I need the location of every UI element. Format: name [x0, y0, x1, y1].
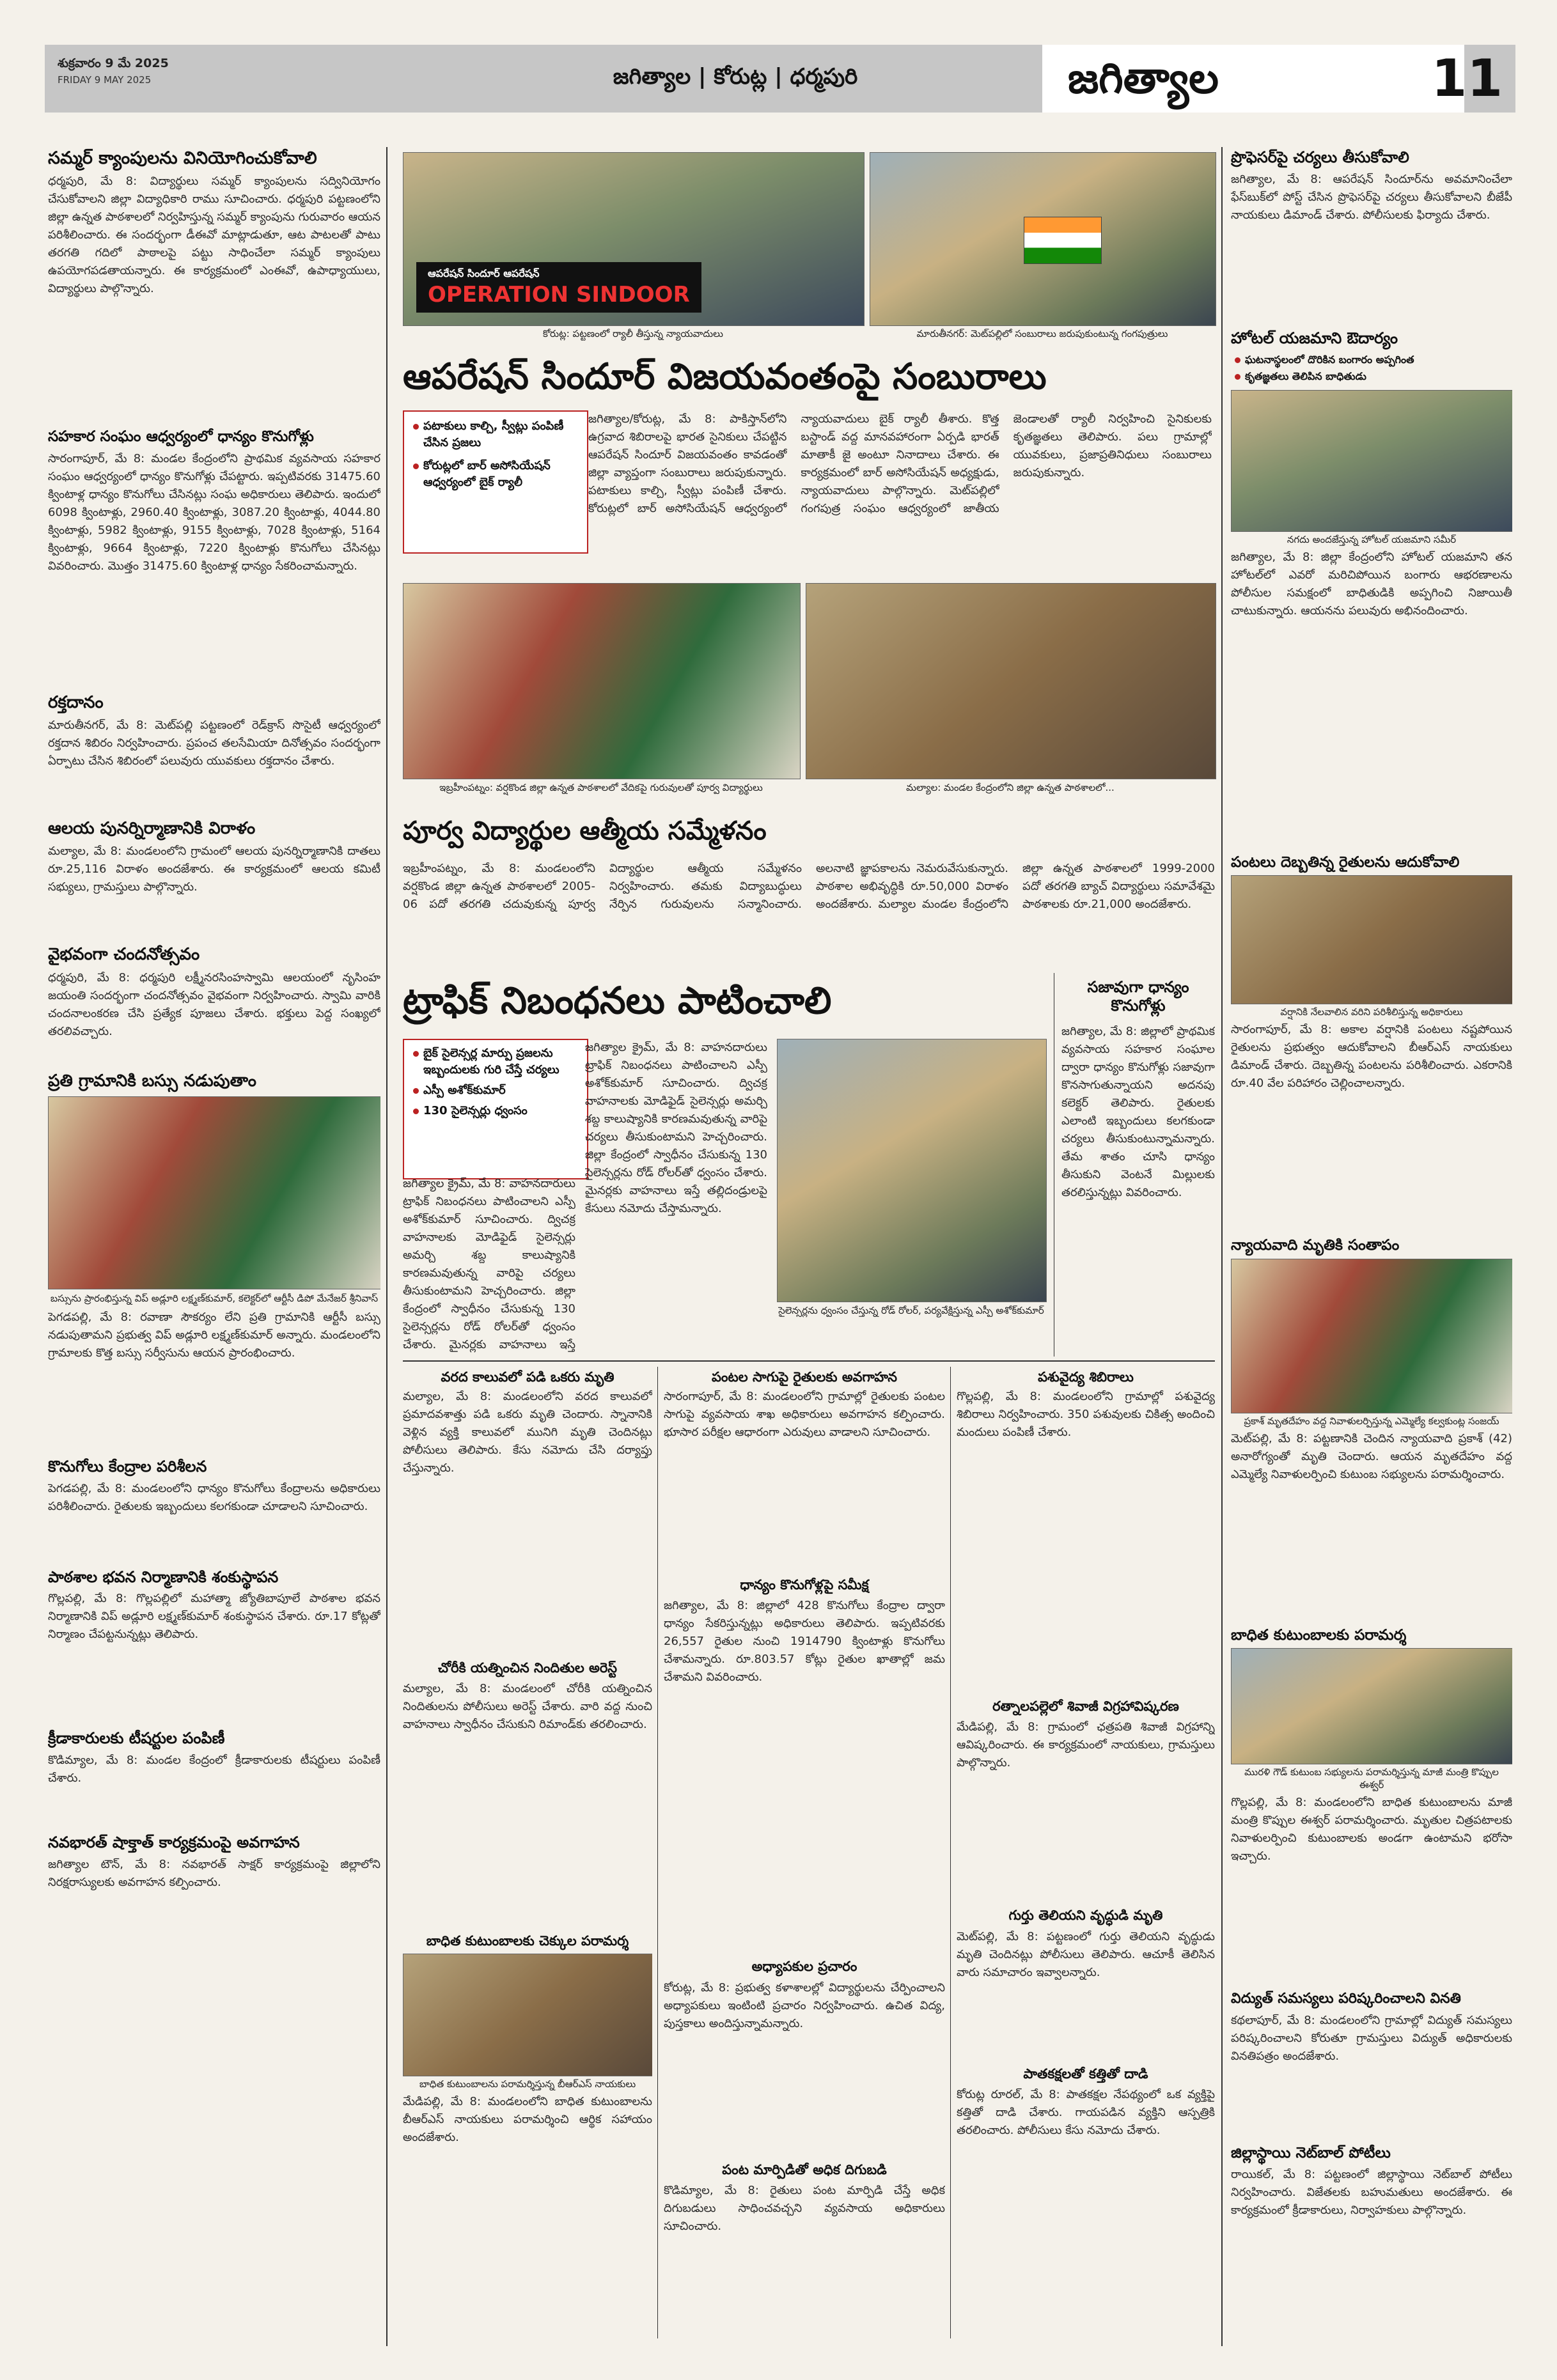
headline: గుర్తు తెలియని వృద్ధుడి మృతి [1008, 1908, 1163, 1924]
headline: ప్రొఫెసర్‌పై చర్యలు తీసుకోవాలి [1231, 148, 1409, 166]
headline: విద్యుత్ సమస్యలు పరిష్కరించాలని వినతి [1231, 1991, 1461, 2007]
article-text: మేడిపల్లి, మే 8: మండలంలోని బాధిత కుటుంబాలను బీఆర్ఎస్ నాయకులు పరామర్శించి ఆర్థిక సహాయం అందజేశారు. [403, 2094, 652, 2144]
indian-flag-icon [1024, 217, 1102, 264]
headline: జిల్లాస్థాయి నెట్‌బాల్ పోటీలు [1231, 2144, 1391, 2161]
headline: బాధిత కుటుంబాలకు పరామర్శ [1231, 1626, 1407, 1644]
headline: ప్రతి గ్రామానికి బస్సు నడుపుతాం [48, 1071, 256, 1091]
banner-subtitle: ఆపరేషన్ సిందూర్ ఆపరేషన్ [428, 267, 540, 279]
article-text: రాయికల్, మే 8: పట్టణంలో జిల్లాస్థాయి నెట్‌బాల్ పోటీలు నిర్వహించారు. విజేతలకు బహుమతులు అందజేశారు. ఈ కార్యక్రమంలో క్రీడాకారులు, నిర్వాహకులు పాల్గొన్నారు. [1231, 2168, 1512, 2218]
family-photo-wrap [403, 1954, 652, 2075]
bus-launch-photo [48, 1096, 380, 1289]
article-text: ధర్మపురి, మే 8: విద్యార్థులు సమ్మర్ క్యాంపులను సద్వినియోగం చేసుకోవాలని జిల్లా విద్యాధికారి రాము సూచించారు. ధర్మపురి పట్టణంలోని జిల్లా ఉన్నత పాఠశాలలో నిర్వహిస్తున్న సమ్మర్ క్యాంపును గురువారం ఆయన పరిశీలించారు. ఈ సందర్భంగా డీఈవో మాట్లాడుతూ, ఆట పాటలతో పాటు తరగతి గదిలో పాఠాలపై పట్టు సాధించేలా సమ్మర్ క్యాంపులు ఉపయోగపడతాయన్నారు. ఈ కార్యక్రమంలో ఎంఈవో, ఉపాధ్యాయులు, విద్యార్థులు పాల్గొన్నారు. [48, 175, 380, 296]
article-text: జగిత్యాల క్రైమ్, మే 8: వాహనదారులు ట్రాఫిక్ నిబంధనలు పాటించాలని ఎస్పీ అశోక్‌కుమార్ సూచించారు. ద్విచక్ర వాహనాలకు మోడిఫైడ్ సైలెన్సర్లు అమర్చి శబ్ద కాలుష్యానికి కారణమవుతున్న వారిపై చర్యలు తీసుకుంటామని హెచ్చరించారు. జిల్లా కేంద్రంలో స్వాధీనం చేసుకున్న 130 సైలెన్సర్లను రోడ్ రోలర్‌తో ధ్వంసం చేశారు. మైనర్లకు వాహనాలు ఇస్తే [403, 1177, 575, 1351]
photo-caption: కోరుట్ల: పట్టణంలో ర్యాలీ తీస్తున్న న్యాయవాదులు [543, 328, 723, 339]
banner-title: OPERATION SINDOOR [428, 282, 690, 307]
visit-photo-wrap [1231, 1648, 1512, 1763]
article-text: మేడిపల్లి, మే 8: గ్రామంలో ఛత్రపతి శివాజీ విగ్రహాన్ని ఆవిష్కరించారు. ఈ కార్యక్రమంలో నాయకులు, గ్రామస్తులు పాల్గొన్నారు. [957, 1720, 1215, 1770]
headline: కొనుగోలు కేంద్రాల పరిశీలన [48, 1457, 207, 1475]
article-text: మెట్‌పల్లి, మే 8: పట్టణానికి చెందిన న్యాయవాది ప్రకాశ్ (42) అనారోగ్యంతో మృతి చెందారు. ఆయన మృతదేహం వద్ద ఎమ్మెల్యే నివాళులర్పించి కుటుంబ సభ్యులను పరామర్శించారు. [1231, 1431, 1512, 1481]
headline: క్రీడాకారులకు టీషర్టుల పంపిణీ [48, 1729, 225, 1748]
headline: సజావుగా ధాన్యం కొనుగోళ్లు [1087, 978, 1189, 1015]
celebration-photo [870, 152, 1216, 326]
page-number: 11 [1431, 49, 1503, 108]
article-text: మారుతీనగర్, మే 8: మెట్‌పల్లి పట్టణంలో రెడ్‌క్రాస్ సొసైటీ ఆధ్వర్యంలో రక్తదాన శిబిరం నిర్వహించారు. ప్రపంచ తలసేమియా దినోత్సవం సందర్భంగా ఏర్పాటు చేసిన శిబిరంలో పలువురు యువకులు రక్తదానం చేశారు. [48, 719, 380, 768]
hotel-photo-wrap [1231, 390, 1512, 531]
headline: సమ్మర్ క్యాంపులను వినియోగించుకోవాలి [48, 148, 317, 168]
headline: నవభారత్ షాక్తాత్ కార్యక్రమంపై అవగాహన [48, 1833, 300, 1852]
highlight-item: ఘటనాస్థలంలో దొరికిన బంగారం అప్పగింత [1231, 352, 1512, 368]
crop-damage-photo [1231, 875, 1512, 1004]
photo-caption: బస్సును ప్రారంభిస్తున్న విప్ అడ్లూరి లక్ష్మణ్‌కుమార్, కలెక్టర్‌లో ఆర్టీసీ డిపో మేనేజర్ శ్రీనివాస్ [50, 1292, 379, 1304]
bus-photo-wrap [48, 1096, 380, 1288]
crop-photo-wrap [1231, 875, 1512, 1003]
hotel-owner-photo [1231, 390, 1512, 532]
headline: ధాన్యం కొనుగోళ్లపై సమీక్ష [740, 1577, 869, 1593]
photo-caption: ఇబ్రహీంపట్నం: వర్షకొండ జిల్లా ఉన్నత పాఠశాలలో వేదికపై గురువులతో పూర్వ విద్యార్థులు [439, 782, 763, 793]
photo-caption: మారుతీనగర్: మెట్‌పల్లిలో సంబురాలు జరుపుకుంటున్న గంగపుత్రులు [916, 328, 1168, 339]
highlight-item: 130 సైలెన్సర్లు ధ్వంసం [409, 1103, 582, 1119]
minister-visit-photo [1231, 1648, 1512, 1764]
lawyers-rally-photo [403, 152, 865, 326]
headline: పాతకక్షలతో కత్తితో దాడి [1023, 2065, 1148, 2081]
date-telugu: శుక్రవారం 9 మే 2025 [58, 56, 169, 70]
headline: పంటల సాగుపై రైతులకు అవగాహన [711, 1369, 898, 1385]
photo-caption: సైలెన్సర్లను ధ్వంసం చేస్తున్న రోడ్ రోలర్, పర్యవేక్షిస్తున్న ఎస్పీ అశోక్‌కుమార్ [778, 1305, 1044, 1316]
highlights-box [403, 410, 588, 554]
headline: పశువైద్య శిబిరాలు [1038, 1369, 1134, 1385]
headline: హోటల్ యజమాని ఔదార్యం [1231, 329, 1398, 347]
highlight-item: కృతజ్ఞతలు తెలిపిన బాధితుడు [1231, 368, 1512, 385]
article-text: కోరుట్ల రూరల్, మే 8: పాతకక్షల నేపథ్యంలో ఒక వ్యక్తిపై కత్తితో దాడి చేశారు. గాయపడిన వ్యక్తిని ఆస్పత్రికి తరలించారు. పోలీసులు కేసు నమోదు చేశారు. [957, 2087, 1215, 2137]
article-text: ధర్మపురి, మే 8: ధర్మపురి లక్ష్మీనరసింహస్వామి ఆలయంలో నృసింహ జయంతి సందర్భంగా చందనోత్సవం వైభవంగా నిర్వహించారు. స్వామి వారికి చందనాలంకరణ చేసి ప్రత్యేక పూజలు చేశారు. భక్తులు పెద్ద సంఖ్యలో తరలివచ్చారు. [48, 970, 380, 1038]
lower-col-3 [957, 1367, 1215, 2338]
article-text: కొడిమ్యాల, మే 8: మండల కేంద్రంలో క్రీడాకారులకు టీషర్టులు పంపిణీ చేశారు. [48, 1754, 380, 1785]
highlight-item: ఎస్పీ అశోక్‌కుమార్ [409, 1082, 582, 1099]
article-text: కోరుట్ల, మే 8: ప్రభుత్వ కళాశాలల్లో విద్యార్థులను చేర్పించాలని అధ్యాపకులు ఇంటింటి ప్రచారం నిర్వహించారు. ఉచిత విద్య, పుస్తకాలు అందిస్తున్నామన్నారు. [664, 1980, 945, 2030]
photo-caption: వర్షానికి నేలవాలిన వరిని పరిశీలిస్తున్న అధికారులు [1280, 1006, 1463, 1018]
highlight-item: పటాకులు కాల్చి, స్వీట్లు పంపిణీ చేసిన ప్రజలు [409, 418, 582, 451]
article-text: ఇబ్రహీంపట్నం, మే 8: మండలంలోని వర్షకొండ జిల్లా ఉన్నత పాఠశాలలో 2005-06 పదో తరగతి చదువుకున్న పూర్వ విద్యార్థుల ఆత్మీయ సమ్మేళనం నిర్వహించారు. తమకు విద్యాబుద్ధులు నేర్పిన గురువులను సన్మానించారు. అలనాటి జ్ఞాపకాలను నెమరువేసుకున్నారు. పాఠశాల అభివృద్ధికి రూ.50,000 విరాళం అందజేశారు. మల్యాల మండల కేంద్రంలోని జిల్లా ఉన్నత పాఠశాలలో 1999-2000 పదో తరగతి బ్యాచ్ విద్యార్థులు సమావేశమై పాఠశాలకు రూ.21,000 అందజేశారు. [403, 862, 1215, 911]
headline: రత్నాలపల్లెలో శివాజీ విగ్రహావిష్కరణ [992, 1699, 1179, 1715]
headline: వైభవంగా చందనోత్సవం [48, 945, 200, 965]
masthead [45, 45, 1515, 113]
main-headline: ఆపరేషన్ సిందూర్ విజయవంతంపై సంబురాలు [403, 356, 1047, 398]
road-roller-photo [777, 1039, 1047, 1302]
article-text: సారంగాపూర్, మే 8: మండలంలోని గ్రామాల్లో రైతులకు పంటల సాగుపై వ్యవసాయ శాఖ అధికారులు అవగాహన కల్పించారు. భూసార పరీక్షల ఆధారంగా ఎరువులు వాడాలని సూచించారు. [664, 1390, 945, 1440]
article-text: పెగడపల్లి, మే 8: మండలంలోని ధాన్యం కొనుగోలు కేంద్రాలను అధికారులు పరిశీలించారు. రైతులకు ఇబ్బందులు కలగకుండా చూడాలని సూచించారు. [48, 1481, 380, 1513]
lower-col-1 [403, 1367, 652, 2338]
headline: ఆలయ పునర్నిర్మాణానికి విరాళం [48, 819, 256, 839]
photo-caption: మల్యాల: మండల కేంద్రంలోని జిల్లా ఉన్నత పాఠశాలలో... [906, 782, 1115, 793]
headline: చోరీకి యత్నించిన నిందితుల అరెస్ట్ [437, 1660, 618, 1676]
article-text: జగిత్యాల టౌన్, మే 8: నవభారత్ సాక్షర్ కార్యక్రమంపై జిల్లాలోని నిరక్షరాస్యులకు అవగాహన కల్పించారు. [48, 1857, 380, 1889]
headline: వరద కాలువలో పడి ఒకరు మృతి [441, 1369, 614, 1385]
alumni-photo-2 [806, 583, 1216, 779]
article-text: సారంగాపూర్, మే 8: మండల కేంద్రంలోని ప్రాథమిక వ్యవసాయ సహకార సంఘం ఆధ్వర్యంలో ధాన్యం కొనుగోళ్లు చేపట్టారు. ఇప్పటివరకు 31475.60 క్వింటాళ్ల ధాన్యం కొనుగోలు చేసినట్లు సంఘ అధికారులు తెలిపారు. ఇందులో 6098 క్వింటాళ్లు, 2960.40 క్వింటాళ్లు, 3087.20 క్వింటాళ్లు, 4044.80 క్వింటాళ్లు, 5982 క్వింటాళ్లు, 9155 క్వింటాళ్లు, 7028 క్వింటాళ్లు, 5164 క్వింటాళ్లు, 9664 క్వింటాళ్లు, 7220 క్వింటాళ్లు కొనుగోలు చేసినట్లు వివరించారు. మొత్తం 31475.60 క్వింటాళ్ల ధాన్యం సేకరించామన్నారు. [48, 451, 380, 573]
article-text: జగిత్యాల, మే 8: జిల్లాలో ప్రాథమిక వ్యవసాయ సహకార సంఘాల ద్వారా ధాన్యం కొనుగోళ్లు సజావుగా కొనసాగుతున్నాయని అదనపు కలెక్టర్ తెలిపారు. రైతులకు ఎలాంటి ఇబ్బందులు కలగకుండా చర్యలు తీసుకుంటున్నామన్నారు. తేమ శాతం చూసి ధాన్యం తీసుకుని వెంటనే మిల్లులకు తరలిస్తున్నట్లు వివరించారు. [1061, 1025, 1215, 1199]
article-text: గొల్లపల్లి, మే 8: గొల్లపల్లిలో మహాత్మా జ్యోతిబాపూలే పాఠశాల భవన నిర్మాణానికి విప్ అడ్లూరి లక్ష్మణ్‌కుమార్ శంకుస్థాపన చేశారు. రూ.17 కోట్లతో నిర్మాణం చేపట్టనున్నట్లు తెలిపారు. [48, 1592, 380, 1642]
article-text: మెట్‌పల్లి, మే 8: పట్టణంలో గుర్తు తెలియని వృద్ధుడు మృతి చెందినట్లు పోలీసులు తెలిపారు. ఆచూకీ తెలిసిన వారు సమాచారం ఇవ్వాలన్నారు. [957, 1929, 1215, 1979]
alumni-photo-1 [403, 583, 801, 779]
article-text: కొడిమ్యాల, మే 8: రైతులు పంట మార్పిడి చేస్తే అధిక దిగుబడులు సాధించవచ్చని వ్యవసాయ అధికారులు సూచించారు. [664, 2183, 945, 2233]
date-english: FRIDAY 9 MAY 2025 [58, 74, 152, 86]
highlight-item: కోరుట్లలో బార్ అసోసియేషన్ ఆధ్వర్యంలో బైక్ ర్యాలీ [409, 458, 582, 491]
article-text: జగిత్యాల, మే 8: జిల్లాలో 428 కొనుగోలు కేంద్రాల ద్వారా ధాన్యం సేకరిస్తున్నట్లు అధికారులు తెలిపారు. ఇప్పటివరకు 26,557 రైతుల నుంచి 1914790 క్వింటాళ్లు కొనుగోలు చేశామన్నారు. రూ.803.57 కోట్లు రైతుల ఖాతాల్లో జమ చేశామని వివరించారు. [664, 1599, 945, 1684]
article-text: మల్యాల, మే 8: మండలంలో చోరీకి యత్నించిన నిందితులను పోలీసులు అరెస్ట్ చేశారు. వారి వద్ద నుంచి వాహనాలు స్వాధీనం చేసుకుని రిమాండ్‌కు తరలించారు. [403, 1682, 652, 1732]
article-text: మల్యాల, మే 8: మండలంలోని గ్రామంలో ఆలయ పునర్నిర్మాణానికి దాతలు రూ.25,116 విరాళం అందజేశారు. ఈ కార్యక్రమంలో ఆలయ కమిటీ సభ్యులు, గ్రామస్తులు పాల్గొన్నారు. [48, 844, 380, 894]
right-column [1231, 148, 1512, 2347]
left-column [48, 148, 380, 2347]
headline: అధ్యాపకుల ప్రచారం [751, 1959, 857, 1975]
headline: పంట మార్పిడితో అధిక దిగుబడి [722, 2161, 887, 2177]
headline: న్యాయవాది మృతికి సంతాపం [1231, 1237, 1400, 1254]
headline: పంటలు దెబ్బతిన్న రైతులను ఆదుకోవాలి [1231, 853, 1460, 871]
highlight-item: బైక్ సైలెన్సర్ల మార్పు ప్రజలను ఇబ్బందులకు గురి చేస్తే చర్యలు [409, 1045, 582, 1078]
section-title: జగిత్యాల [1068, 54, 1219, 103]
article-text: జగిత్యాల, మే 8: జిల్లా కేంద్రంలోని హోటల్ యజమాని తన హోటల్‌లో ఎవరో మరిచిపోయిన బంగారు ఆభరణాలను పోలీసుల సమక్షంలో బాధితుడికి అప్పగించి నిజాయితీ చాటుకున్నారు. ఆయనను పలువురు అభినందించారు. [1231, 550, 1512, 618]
article-text: పెగడపల్లి, మే 8: రవాణా సౌకర్యం లేని ప్రతి గ్రామానికి ఆర్టీసీ బస్సు నడుపుతామని ప్రభుత్వ విప్ అడ్లూరి లక్ష్మణ్‌కుమార్ అన్నారు. మండలంలోని గ్రామాలకు కొత్త బస్సు సర్వీసును ఆయన ప్రారంభించారు. [48, 1310, 380, 1360]
headline: పాఠశాల భవన నిర్మాణానికి శంకుస్థాపన [48, 1567, 279, 1586]
article-text: జగిత్యాల/కోరుట్ల, మే 8: పాకిస్తాన్‌లోని ఉగ్రవాద శిబిరాలపై భారత సైనికులు చేపట్టిన ఆపరేషన్ సిందూర్ విజయవంతం కావడంతో జిల్లా వ్యాప్తంగా సంబురాలు జరుపుకున్నారు. పటాకులు కాల్చి, స్వీట్లు పంపిణీ చేశారు. కోరుట్లలో బార్ అసోసియేషన్ ఆధ్వర్యంలో న్యాయవాదులు బైక్ ర్యాలీ తీశారు. కొత్త బస్టాండ్ వద్ద మానవహారంగా ఏర్పడి భారత్ మాతాకీ జై అంటూ నినాదాలు చేశారు. ఈ కార్యక్రమంలో బార్ అసోసియేషన్ అధ్యక్షుడు, న్యాయవాదులు పాల్గొన్నారు. మెట్‌పల్లిలో గంగపుత్ర సంఘం ఆధ్వర్యంలో జాతీయ జెండాలతో ర్యాలీ నిర్వహించి సైనికులకు కృతజ్ఞతలు తెలిపారు. పలు గ్రామాల్లో యువకులు, ప్రజాప్రతినిధులు సంబురాలు జరుపుకున్నారు. [588, 412, 1212, 515]
article-text: మల్యాల, మే 8: మండలంలోని వరద కాలువలో ప్రమాదవశాత్తు పడి ఒకరు మృతి చెందారు. స్నానానికి వెళ్లిన వ్యక్తి కాలువలో మునిగి మృతి చెందినట్లు పోలీసులు తెలిపారు. కేసు నమోదు చేసి దర్యాప్తు చేస్తున్నారు. [403, 1390, 652, 1475]
lower-col-2 [664, 1367, 945, 2338]
tribute-photo [1231, 1259, 1512, 1413]
article-text: గొల్లపల్లి, మే 8: మండలంలోని గ్రామాల్లో పశువైద్య శిబిరాలు నిర్వహించారు. 350 పశువులకు చికిత్స అందించి మందులు పంపిణీ చేశారు. [957, 1390, 1215, 1440]
photo-caption: ప్రకాశ్ మృతదేహం వద్ద నివాళులర్పిస్తున్న ఎమ్మెల్యే కల్వకుంట్ల సంజయ్ [1244, 1415, 1499, 1427]
headline: సహకార సంఘం ఆధ్వర్యంలో ధాన్యం కొనుగోళ్లు [48, 428, 314, 446]
headline: బాధిత కుటుంబాలకు చెక్కుల పరామర్శ [426, 1933, 629, 1949]
headline: ట్రాఫిక్ నిబంధనలు పాటించాలి [403, 979, 832, 1022]
article-text: సారంగాపూర్, మే 8: అకాల వర్షానికి పంటలు నష్టపోయిన రైతులను ప్రభుత్వం ఆదుకోవాలని బీఆర్ఎస్ నాయకులు డిమాండ్ చేశారు. దెబ్బతిన్న పంటలను పరిశీలించారు. ఎకరానికి రూ.40 వేల పరిహారం చెల్లించాలన్నారు. [1231, 1023, 1512, 1091]
article-text: జగిత్యాల, మే 8: ఆపరేషన్ సిందూర్‌ను అవమానించేలా ఫేస్‌బుక్‌లో పోస్ట్ చేసిన ప్రొఫెసర్‌పై చర్యలు తీసుకోవాలని బీజేపీ నాయకులు డిమాండ్ చేశారు. పోలీసులకు ఫిర్యాదు చేశారు. [1231, 172, 1512, 222]
photo-caption: మురళి గౌడ్ కుటుంబ సభ్యులను పరామర్శిస్తున్న మాజీ మంత్రి కొప్పుల ఈశ్వర్ [1244, 1766, 1499, 1791]
article-text: కథలాపూర్, మే 8: మండలంలోని గ్రామాల్లో విద్యుత్ సమస్యలు పరిష్కరించాలని కోరుతూ గ్రామస్తులు విద్యుత్ అధికారులకు వినతిపత్రం అందజేశారు. [1231, 2013, 1512, 2063]
article-text: గొల్లపల్లి, మే 8: మండలంలోని బాధిత కుటుంబాలను మాజీ మంత్రి కొప్పుల ఈశ్వర్ పరామర్శించారు. మృతుల చిత్రపటాలకు నివాళులర్పించి కుటుంబాలకు అండగా ఉంటామని భరోసా ఇచ్చారు. [1231, 1796, 1512, 1863]
photo-caption: నగదు అందజేస్తున్న హోటల్ యజమాని సమీర్ [1287, 533, 1457, 545]
tribute-photo-wrap [1231, 1259, 1512, 1412]
article-text: జగిత్యాల క్రైమ్, మే 8: వాహనదారులు ట్రాఫిక్ నిబంధనలు పాటించాలని ఎస్పీ అశోక్‌కుమార్ సూచించారు. ద్విచక్ర వాహనాలకు మోడిఫైడ్ సైలెన్సర్లు అమర్చి శబ్ద కాలుష్యానికి కారణమవుతున్న వారిపై చర్యలు తీసుకుంటామని హెచ్చరించారు. జిల్లా కేంద్రంలో స్వాధీనం చేసుకున్న 130 సైలెన్సర్లను రోడ్ రోలర్‌తో ధ్వంసం చేశారు. మైనర్లకు వాహనాలు ఇస్తే తల్లిదండ్రులపై కేసులు నమోదు చేస్తామన్నారు. [585, 1041, 767, 1215]
headline: పూర్వ విద్యార్థుల ఆత్మీయ సమ్మేళనం [403, 816, 767, 846]
headline: రక్తదానం [48, 692, 104, 712]
operation-sindoor-banner [416, 262, 701, 313]
highlights-box [403, 1039, 588, 1179]
photo-caption: బాధిత కుటుంబాలను పరామర్శిస్తున్న బీఆర్ఎస్ నాయకులు [419, 2078, 636, 2090]
family-visit-photo [403, 1954, 652, 2076]
section-places: జగిత్యాల | కోరుట్ల | ధర్మపురి [613, 64, 858, 89]
